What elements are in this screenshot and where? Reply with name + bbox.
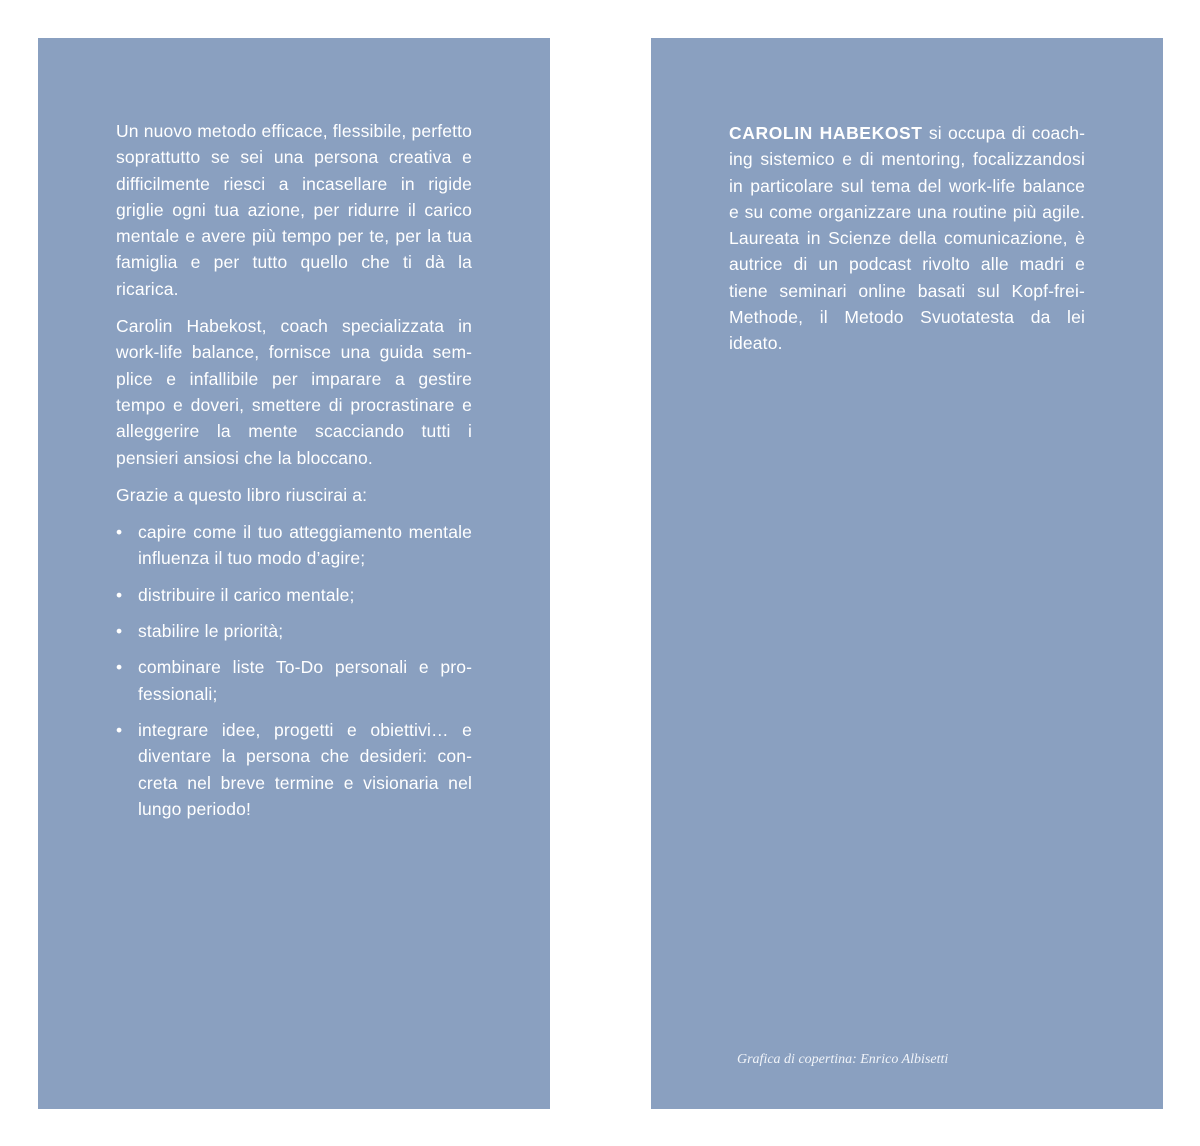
- description-text-block: [116, 118, 472, 832]
- list-item-text: integrare idee, progetti e obiettivi… e diventare la persona che desideri: concreta nel breve termine e visionaria nel lungo periodo!: [138, 719, 472, 819]
- right-flap-panel: [651, 38, 1163, 1109]
- cover-credit: Grafica di copertina: Enrico Albisetti: [737, 1052, 949, 1067]
- author-bio-paragraph: [729, 120, 1085, 357]
- bullet-icon: •: [116, 657, 123, 678]
- bullet-icon: •: [116, 621, 123, 642]
- bullet-icon: •: [116, 719, 123, 740]
- list-item-text: combinare liste To-Do personali e professionali;: [138, 657, 472, 704]
- list-item: [116, 519, 472, 572]
- author-summary-paragraph: Carolin Habekost, coach specializzata in work-life balance, fornisce una guida semplice e infallibile per imparare a gestire tempo e doveri, smettere di procrastinare e alleggerire la mente scacciando tutti i pensieri ansiosi che la bloccano.: [116, 316, 472, 468]
- intro-paragraph: Un nuovo metodo efficace, flessibile, perfetto soprattutto se sei una persona creativa e difficilmente riesci a incasellare in rigide griglie ogni tua azione, per ridurre il carico mentale e avere più tempo per te, per la tua famiglia e per tutto quello che ti dà la ricarica.: [116, 121, 472, 299]
- list-item: [116, 618, 472, 644]
- benefits-list: [116, 519, 472, 822]
- list-item-text: capire come il tuo atteggiamento mentale influenza il tuo modo d’agire;: [138, 522, 472, 569]
- author-name: CAROLIN HABEKOST: [729, 123, 923, 143]
- list-item: [116, 654, 472, 707]
- list-item-text: stabilire le priorità;: [138, 621, 284, 642]
- bullet-icon: •: [116, 584, 123, 605]
- list-item-text: distribuire il carico mentale;: [138, 584, 355, 605]
- left-flap-panel: [38, 38, 550, 1109]
- list-item: [116, 582, 472, 608]
- bullet-icon: •: [116, 522, 123, 543]
- author-bio-block: [729, 120, 1085, 368]
- benefits-intro-paragraph: Grazie a questo libro riuscirai a:: [116, 484, 368, 505]
- author-bio-text: si occupa di coaching sistemico e di mentoring, focalizzandosi in particolare sul tema del work-life balance e su come organizzare una routine più agile. Laureata in Scienze della comunicazione, è autrice di un podcast rivolto alle madri e tiene seminari online basati sul Kopf-frei-Methode, il Metodo Svuotatesta da lei ideato.: [729, 123, 1085, 354]
- list-item: [116, 717, 472, 822]
